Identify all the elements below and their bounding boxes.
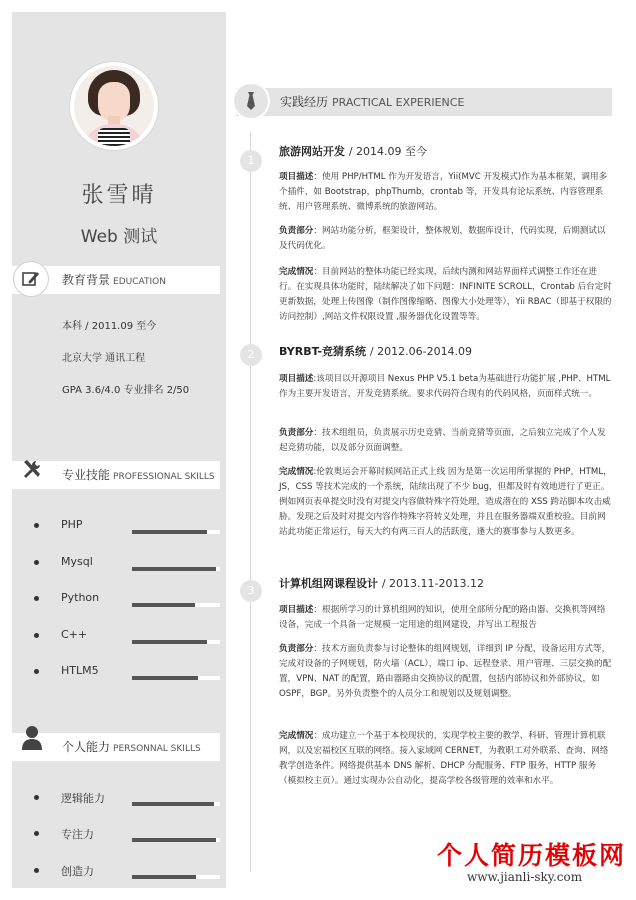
avatar-photo: [74, 66, 154, 146]
profile-name: 张雪晴: [81, 183, 157, 208]
ability-item: 专注力: [34, 826, 224, 842]
person-icon: [14, 718, 48, 752]
project-number: 2: [240, 344, 262, 366]
skill-item: Python: [34, 591, 224, 607]
watermark-title: 个人简历模板网: [437, 841, 627, 870]
skill-item: PHP: [34, 518, 224, 534]
tie-icon: [234, 84, 268, 118]
project-paragraph: 完成情况:伦敦奥运会开幕时候网站正式上线 因为是第一次运用所掌握的 PHP，HTML，JS，CSS 等技术完成的一个系统，陆续出现了不少 bug，但都及时有效地进行了更正。例如网页表单提交时没有对提交内容做特殊字符处理，造成潜在的 XSS 跨站脚本攻击威胁。发现之后及时对提交内容作特殊字符转义处理，并且在服务器端双重校验。目前网站此功能正常运行，每天大约有两三百人的活跃度，逢大的赛事参与人数更多。: [279, 467, 612, 537]
project-number: 1: [240, 150, 262, 172]
skills-title: 专业技能 PROFESSIONAL SKILLS: [62, 468, 215, 482]
project-paragraph: 项目描述：根据所学习的计算机组网的知识，使用全部所分配的路由器、交换机等网络设备，完成一个具备一定规模一定用途的组网建设，并写出工程报告: [279, 605, 606, 630]
education-school: 北京大学 通讯工程: [62, 353, 146, 364]
project-paragraph: 完成情况：目前网站的整体功能已经实现，后续内测和网站界面样式调整工作还在进行。在实现具体功能时，陆续解决了如下问题：INFINITE SCROLL，Crontab 后台定时更新数据，处理上传图像（制作图像缩略、图像大小处理等），Yii RBAC（即基于权限的访问控制）,网站文件权限设置 ,服务器优化设置等等。: [279, 267, 612, 322]
project-title: 计算机组网课程设计 / 2013.11-2013.12: [279, 577, 484, 590]
profile-role: Web 测试: [80, 227, 158, 247]
skill-item: Mysql: [34, 555, 224, 571]
education-title: 教育背景 EDUCATION: [62, 273, 166, 287]
skill-item: C++: [34, 628, 224, 644]
experience-header: [236, 88, 612, 116]
tools-icon: [14, 451, 48, 485]
education-degree: 本科 / 2011.09 至今: [62, 321, 157, 332]
project-paragraph: 项目描述:该项目以开源项目 Nexus PHP V5.1 beta为基础进行功能扩展 ,PHP、HTML 作为主要开发语言，开发竞猜系统。要求代码符合现有的代码风格，页面样式统一。: [279, 374, 611, 399]
ability-item: 逻辑能力: [34, 790, 224, 806]
avatar: [70, 62, 158, 150]
project-paragraph: 负责部分：技术组组员，负责展示历史竞猜、当前竞猜等页面，之后独立完成了个人发起竞猜功能，以及部分页面调整。: [279, 428, 606, 453]
project-number: 3: [240, 580, 262, 602]
ability-item: 创造力: [34, 863, 224, 879]
project-title: 旅游网站开发 / 2014.09 至今: [279, 145, 428, 158]
abilities-title: 个人能力 PERSONNAL SKILLS: [62, 740, 201, 754]
timeline-line: [250, 132, 251, 872]
project-paragraph: 负责部分：网站功能分析，框架设计，整体规划，数据库设计，代码实现，后期测试以及代码优化。: [279, 226, 606, 251]
project-paragraph: 负责部分：技术方面负责参与讨论整体的组网规划，详细到 IP 分配，设备运用方式等，完成对设备的子网规划，防火墙（ACL），端口 ip、远程登录、用户管理、三层交换的配置，VPN、NAT 的配置，路由器路由交换协议的配置，包括内部协议和外部协议，如 OSPF，BGP。另外负责整个的人员分工和规划以及规划调整。: [279, 644, 612, 699]
project-paragraph: 项目描述：使用 PHP/HTML 作为开发语言，Yii(MVC 开发模式)作为基本框架，调用多个插件，如 Bootstrap，phpThumb，crontab 等，开发具有论坛系统、内容管理系统、用户管理系统、微博系统的旅游网站。: [279, 172, 608, 212]
watermark-url: www.jianli-sky.com: [467, 870, 583, 884]
experience-title: 实践经历 PRACTICAL EXPERIENCE: [280, 95, 465, 109]
skill-item: HTLM5: [34, 664, 224, 680]
education-gpa: GPA 3.6/4.0 专业排名 2/50: [62, 385, 190, 396]
edit-icon: [14, 262, 48, 296]
project-title: BYRBT-竞猜系统 / 2012.06-2014.09: [279, 345, 473, 358]
project-paragraph: 完成情况：成功建立一个基于本校现状的，实现学校主要的教学、科研、管理计算机联网，以及宏福校区互联的网络。接入家域网 CERNET，为教职工对外联系、查询、网络教学创造条件。网络提供基本 DNS 解析、DHCP 分配服务、FTP 服务，HTTP 服务（模拟校主页）。通过实现办公自动化，提高学校各级管理的效率和水平。: [279, 731, 609, 786]
